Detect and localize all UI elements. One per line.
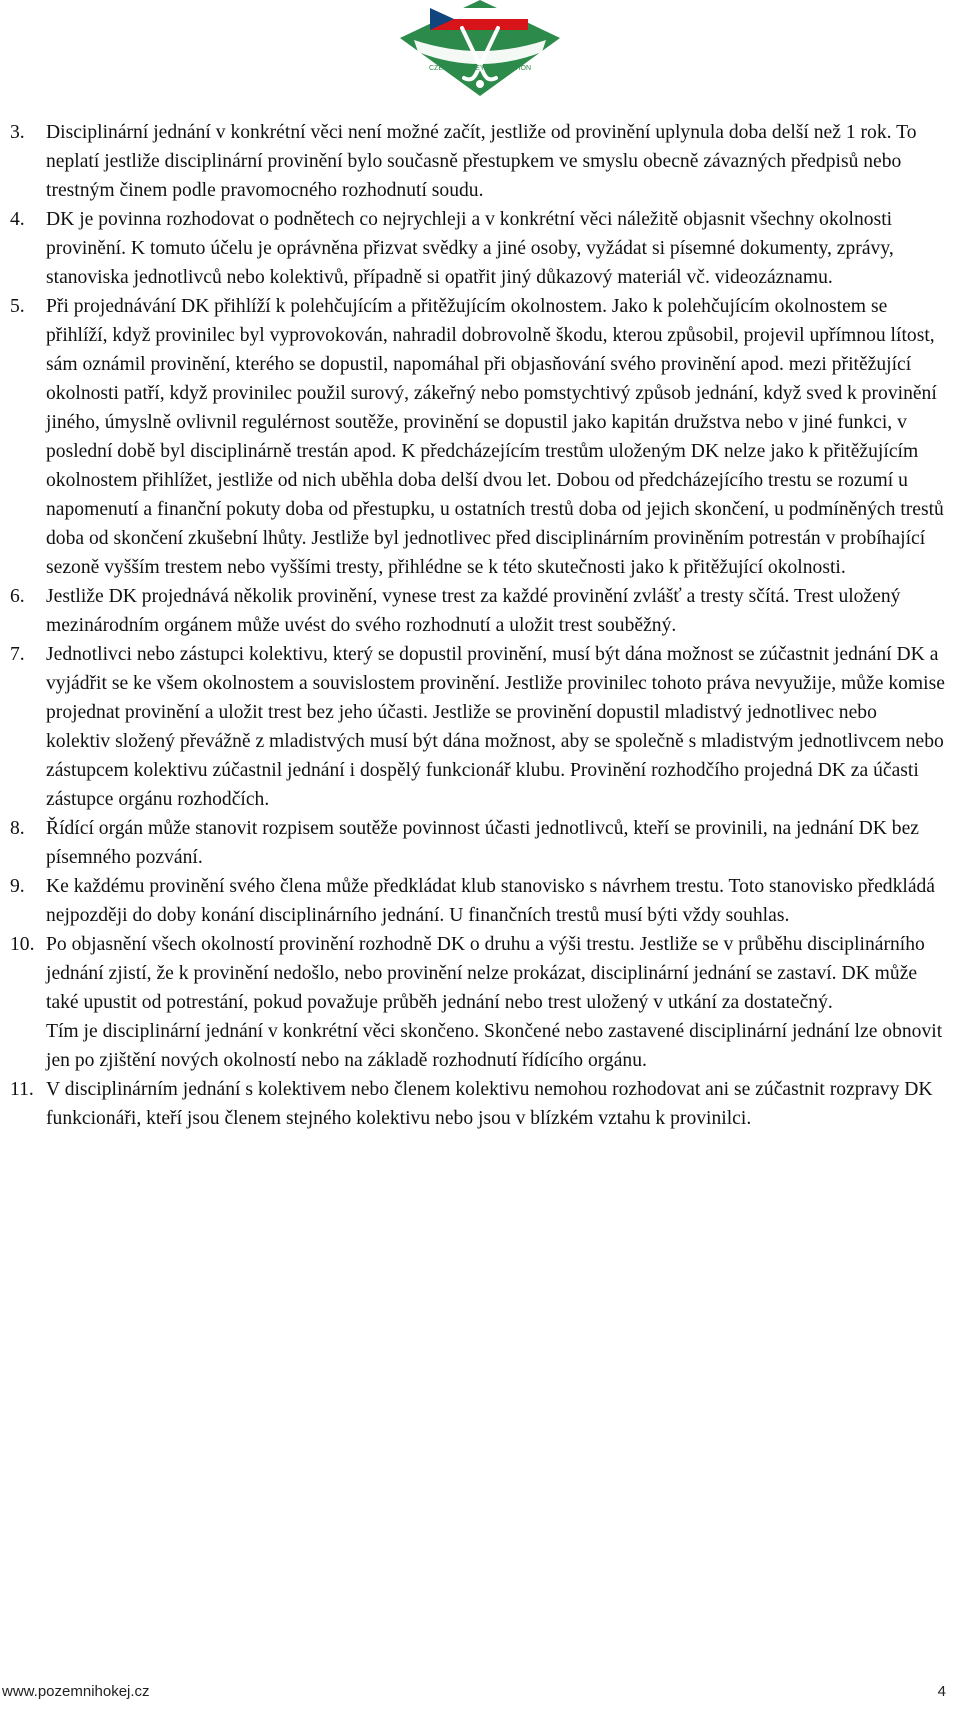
page-number: 4 <box>937 1683 946 1700</box>
item-text: Jednotlivci nebo zástupci kolektivu, který se dopustil provinění, musí být dána možnost se zúčastnit jednání DK a vyjádřit se ke všem okolnostem a souvislostem provinění. Jestliže provinilec tohoto práva nevyužije, může komise projednat provinění a uložit trest bez jeho účasti. Jestliže se provinění dopustil mladistvý jednotlivec nebo kolektiv složený převážně z mladistvých musí být dána možnost, aby se společně s mladistvým jednotlivcem nebo zástupcem kolektivu zúčastnil jednání i dospělý funkcionář klubu. Provinění rozhodčího projedná DK za účasti zástupce orgánu rozhodčích. <box>46 644 945 810</box>
item-number: 6. <box>10 586 25 607</box>
item-number: 10. <box>10 934 35 955</box>
list-item <box>10 118 945 205</box>
list-item <box>10 582 945 640</box>
item-text: V disciplinárním jednání s kolektivem nebo členem kolektivu nemohou rozhodovat ani se zúčastnit rozpravy DK funkcionáři, kteří jsou členem stejného kolektivu nebo jsou v blízkém vztahu k provinilci. <box>46 1079 933 1129</box>
item-text: DK je povinna rozhodovat o podnětech co nejrychleji a v konkrétní věci náležitě objasnit všechny okolnosti provinění. K tomuto účelu je oprávněna přizvat svědky a jiné osoby, vyžádat si písemné dokumenty, zprávy, stanoviska jednotlivců nebo kolektivů, případně si opatřit jiný důkazový materiál vč. videozáznamu. <box>46 209 894 288</box>
item-text: Ke každému provinění svého člena může předkládat klub stanovisko s návrhem trestu. Toto stanovisko předkládá nejpozději do doby konání disciplinárního jednání. U finančních trestů musí býti vždy souhlas. <box>46 876 936 926</box>
list-item <box>10 1075 945 1133</box>
item-text: Jestliže DK projednává několik provinění, vynese trest za každé provinění zvlášť a tresty sčítá. Trest uložený mezinárodním orgánem může uvést do svého rozhodnutí a uložit trest souběžný. <box>46 586 901 636</box>
page-footer <box>0 1683 960 1705</box>
item-number: 7. <box>10 644 25 665</box>
list-item <box>10 872 945 930</box>
list-item <box>10 292 945 582</box>
czech-hockey-federation-logo <box>392 0 568 98</box>
svg-text:CZECH HOCKEY FEDERATION: CZECH HOCKEY FEDERATION <box>428 65 532 72</box>
item-text-continued: Tím je disciplinární jednání v konkrétní věci skončeno. Skončené nebo zastavené disciplinární jednání lze obnovit jen po zjištění nových okolností nebo na základě rozhodnutí řídícího orgánu. <box>46 1021 943 1071</box>
list-item <box>10 640 945 814</box>
rules-list <box>10 118 945 1133</box>
item-number: 8. <box>10 818 25 839</box>
item-text: Řídící orgán může stanovit rozpisem soutěže povinnost účasti jednotlivců, kteří se provinili, na jednání DK bez písemného pozvání. <box>46 818 919 868</box>
list-item <box>10 814 945 872</box>
footer-website-link[interactable]: www.pozemnihokej.cz <box>2 1683 150 1700</box>
list-item <box>10 205 945 292</box>
item-text: Po objasnění všech okolností provinění rozhodně DK o druhu a výši trestu. Jestliže se v průběhu disciplinárního jednání zjistí, že k provinění nedošlo, nebo provinění nelze prokázat, disciplinární jednání se zastaví. DK může také upustit od potrestání, pokud považuje průběh jednání nebo trest uložený v utkání za dostatečný. <box>46 934 925 1013</box>
item-number: 5. <box>10 296 25 317</box>
item-text: Disciplinární jednání v konkrétní věci není možné začít, jestliže od provinění uplynula doba delší než 1 rok. To neplatí jestliže disciplinární provinění bylo současně přestupkem ve smyslu obecně závazných předpisů nebo trestným činem podle pravomocného rozhodnutí soudu. <box>46 122 917 201</box>
item-number: 4. <box>10 209 25 230</box>
item-number: 3. <box>10 122 25 143</box>
item-number: 9. <box>10 876 25 897</box>
item-text: Při projednávání DK přihlíží k polehčujícím a přitěžujícím okolnostem. Jako k polehčujícím okolnostem se přihlíží, když provinilec byl vyprovokován, nahradil dobrovolně škodu, kterou způsobil, projevil upřímnou lítost, sám oznámil provinění, kterého se dopustil, napomáhal při objasňování svého provinění apod. mezi přitěžující okolnosti patří, když provinilec použil surový, zákeřný nebo pomstychtivý způsob jednání, když sved k provinění jiného, úmyslně ovlivnil regulérnost soutěže, provinění se dopustil jako kapitán družstva nebo v jiné funkci, v poslední době byl disciplinárně trestán apod. K předcházejícím trestům uloženým DK nelze jako k přitěžujícím okolnostem přihlížet, jestliže od nich uběhla doba delší dvou let. Dobou od předcházejícího trestu se rozumí u napomenutí a finanční pokuty doba od přestupku, u ostatních trestů doba od jejich skončení, u podmíněných trestů doba od skončení zkušební lhůty. Jestliže byl jednotlivec před disciplinárním proviněním potrestán v probíhající sezoně vyšším trestem nebo vyššími tresty, přihlédne se k této skutečnosti jako k přitěžující okolnosti. <box>46 296 944 578</box>
list-item <box>10 930 945 1075</box>
item-number: 11. <box>10 1079 34 1100</box>
czech-flag-icon <box>430 8 528 30</box>
